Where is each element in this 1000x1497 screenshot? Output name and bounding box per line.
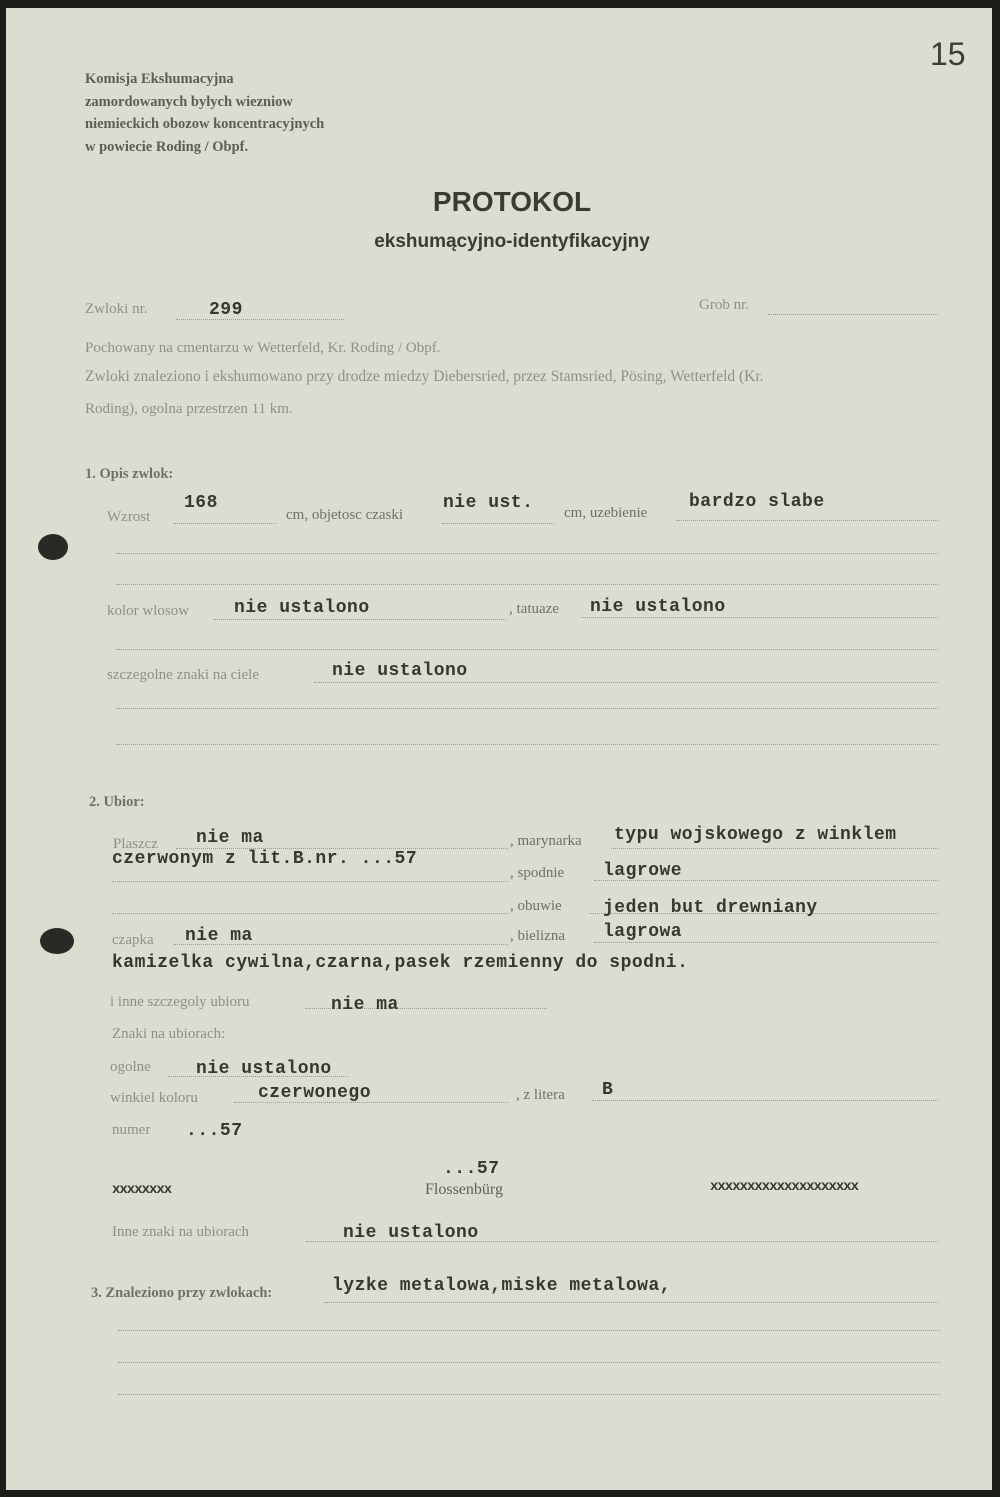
marynarka-continuation: czerwonym z lit.B.nr. ...57: [112, 849, 418, 869]
marynarka-line: [611, 848, 938, 849]
pochowany-text: Pochowany na cmentarzu w Wetterfeld, Kr. Roding / Obpf.: [85, 340, 441, 356]
blank-line-3c: [118, 1394, 940, 1395]
flossenburg-label: Flossenbürg: [425, 1181, 503, 1198]
plaszcz-label: Plaszcz: [113, 836, 158, 852]
blank-line-3a: [118, 1330, 940, 1331]
zwloki-line: [176, 319, 344, 320]
czapka-value: nie ma: [185, 926, 253, 946]
kolor-value: nie ustalono: [234, 598, 370, 618]
inne-znaki-value: nie ustalono: [343, 1223, 479, 1243]
crossed-out-left: xxxxxxxx: [112, 1182, 172, 1198]
znaki-ciele-line: [314, 682, 938, 683]
wzrost-line: [174, 523, 276, 524]
litera-label: , z litera: [516, 1087, 565, 1103]
objetosc-label: cm, objetosc czaski: [286, 507, 404, 523]
section-3-line: [324, 1302, 938, 1303]
spodnie-value: lagrowe: [603, 861, 683, 881]
tatuaze-label: , tatuaze: [509, 601, 559, 617]
header-line-3: niemieckich obozow koncentracyjnych: [85, 116, 325, 132]
grob-line: [768, 314, 938, 315]
punch-hole-top: [38, 534, 68, 560]
section-2-heading: 2. Ubior:: [89, 794, 145, 810]
spodnie-label: , spodnie: [510, 865, 565, 881]
inne-szczegoly-value: nie ma: [331, 995, 399, 1015]
bielizna-value: lagrowa: [603, 922, 683, 942]
crossed-out-right: xxxxxxxxxxxxxxxxxxxx: [710, 1179, 859, 1195]
marynarka-label: , marynarka: [510, 833, 582, 849]
header-line-2: zamordowanych bylych wiezniow: [85, 93, 293, 110]
znaleziono-line-2: Roding), ogolna przestrzen 11 km.: [85, 401, 293, 417]
znaki-ubiorach-label: Znaki na ubiorach:: [112, 1026, 226, 1042]
litera-value: B: [602, 1080, 614, 1100]
marynarka-cont-line: [112, 881, 508, 882]
numer-value: ...57: [186, 1121, 243, 1141]
commission-header: [85, 68, 324, 158]
section-3-label: 3. Znaleziono przy zwlokach:: [91, 1285, 273, 1301]
uzebienie-value: bardzo slabe: [689, 492, 825, 512]
numer-label: numer: [112, 1122, 151, 1138]
document-title: PROTOKOL: [432, 186, 592, 217]
blank-line-1d: [116, 708, 938, 709]
page-number: 15: [930, 36, 966, 72]
plaszcz-value: nie ma: [196, 828, 264, 848]
flossenburg-number: ...57: [443, 1159, 500, 1179]
zwloki-label: Zwloki nr.: [85, 301, 148, 317]
blank-line-3b: [118, 1362, 940, 1363]
tatuaze-value: nie ustalono: [590, 597, 726, 617]
bielizna-label: , bielizna: [510, 928, 565, 944]
ogolne-value: nie ustalono: [196, 1059, 332, 1079]
znaki-ciele-value: nie ustalono: [332, 661, 468, 681]
obuwie-label: , obuwie: [510, 898, 562, 914]
bielizna-line: [594, 942, 938, 943]
obuwie-left-line: [112, 913, 508, 914]
header-line-1: Komisja Ekshumacyjna: [85, 71, 234, 87]
blank-line-1e: [116, 744, 938, 745]
blank-line-1a: [116, 553, 938, 554]
grob-label: Grob nr.: [699, 297, 749, 313]
kolor-line: [214, 619, 506, 620]
marynarka-value: typu wojskowego z winklem: [614, 825, 897, 845]
wzrost-label: Wzrost: [107, 509, 151, 525]
document-subtitle: ekshumącyjno-identyfikacyjny: [374, 231, 650, 252]
tatuaze-line: [581, 617, 938, 618]
znaki-ciele-label: szczegolne znaki na ciele: [107, 667, 259, 683]
inne-znaki-label: Inne znaki na ubiorach: [112, 1224, 250, 1240]
czaski-line: [442, 523, 554, 524]
winkiel-label: winkiel koloru: [110, 1090, 198, 1106]
znaleziono-line-1: Zwloki znaleziono i ekshumowano przy drodze miedzy Diebersried, przez Stamsried, Pösing, Wetterfeld (Kr.: [85, 368, 764, 385]
header-line-4: w powiecie Roding / Obpf.: [85, 138, 249, 155]
winkiel-value: czerwonego: [258, 1083, 372, 1103]
uzebienie-label: cm, uzebienie: [564, 505, 648, 521]
inne-szczegoly-label: i inne szczegoly ubioru: [110, 994, 250, 1010]
section-3-value: lyzke metalowa,miske metalowa,: [332, 1276, 672, 1296]
document-page: [6, 8, 992, 1490]
kolor-label: kolor wlosow: [107, 603, 190, 619]
litera-line: [592, 1100, 938, 1101]
blank-line-1c: [116, 649, 938, 650]
kamizelka-text: kamizelka cywilna,czarna,pasek rzemienny do spodni.: [112, 953, 689, 973]
ogolne-label: ogolne: [110, 1059, 151, 1075]
uzebienie-line: [676, 520, 938, 521]
czapka-label: czapka: [112, 932, 154, 948]
obuwie-value: jeden but drewniany: [603, 898, 818, 918]
section-1-heading: 1. Opis zwlok:: [85, 466, 174, 482]
blank-line-1b: [116, 584, 938, 585]
wzrost-value: 168: [184, 493, 218, 513]
punch-hole-bottom: [40, 928, 74, 954]
zwloki-value: 299: [209, 300, 243, 320]
czaski-value: nie ust.: [443, 493, 534, 513]
